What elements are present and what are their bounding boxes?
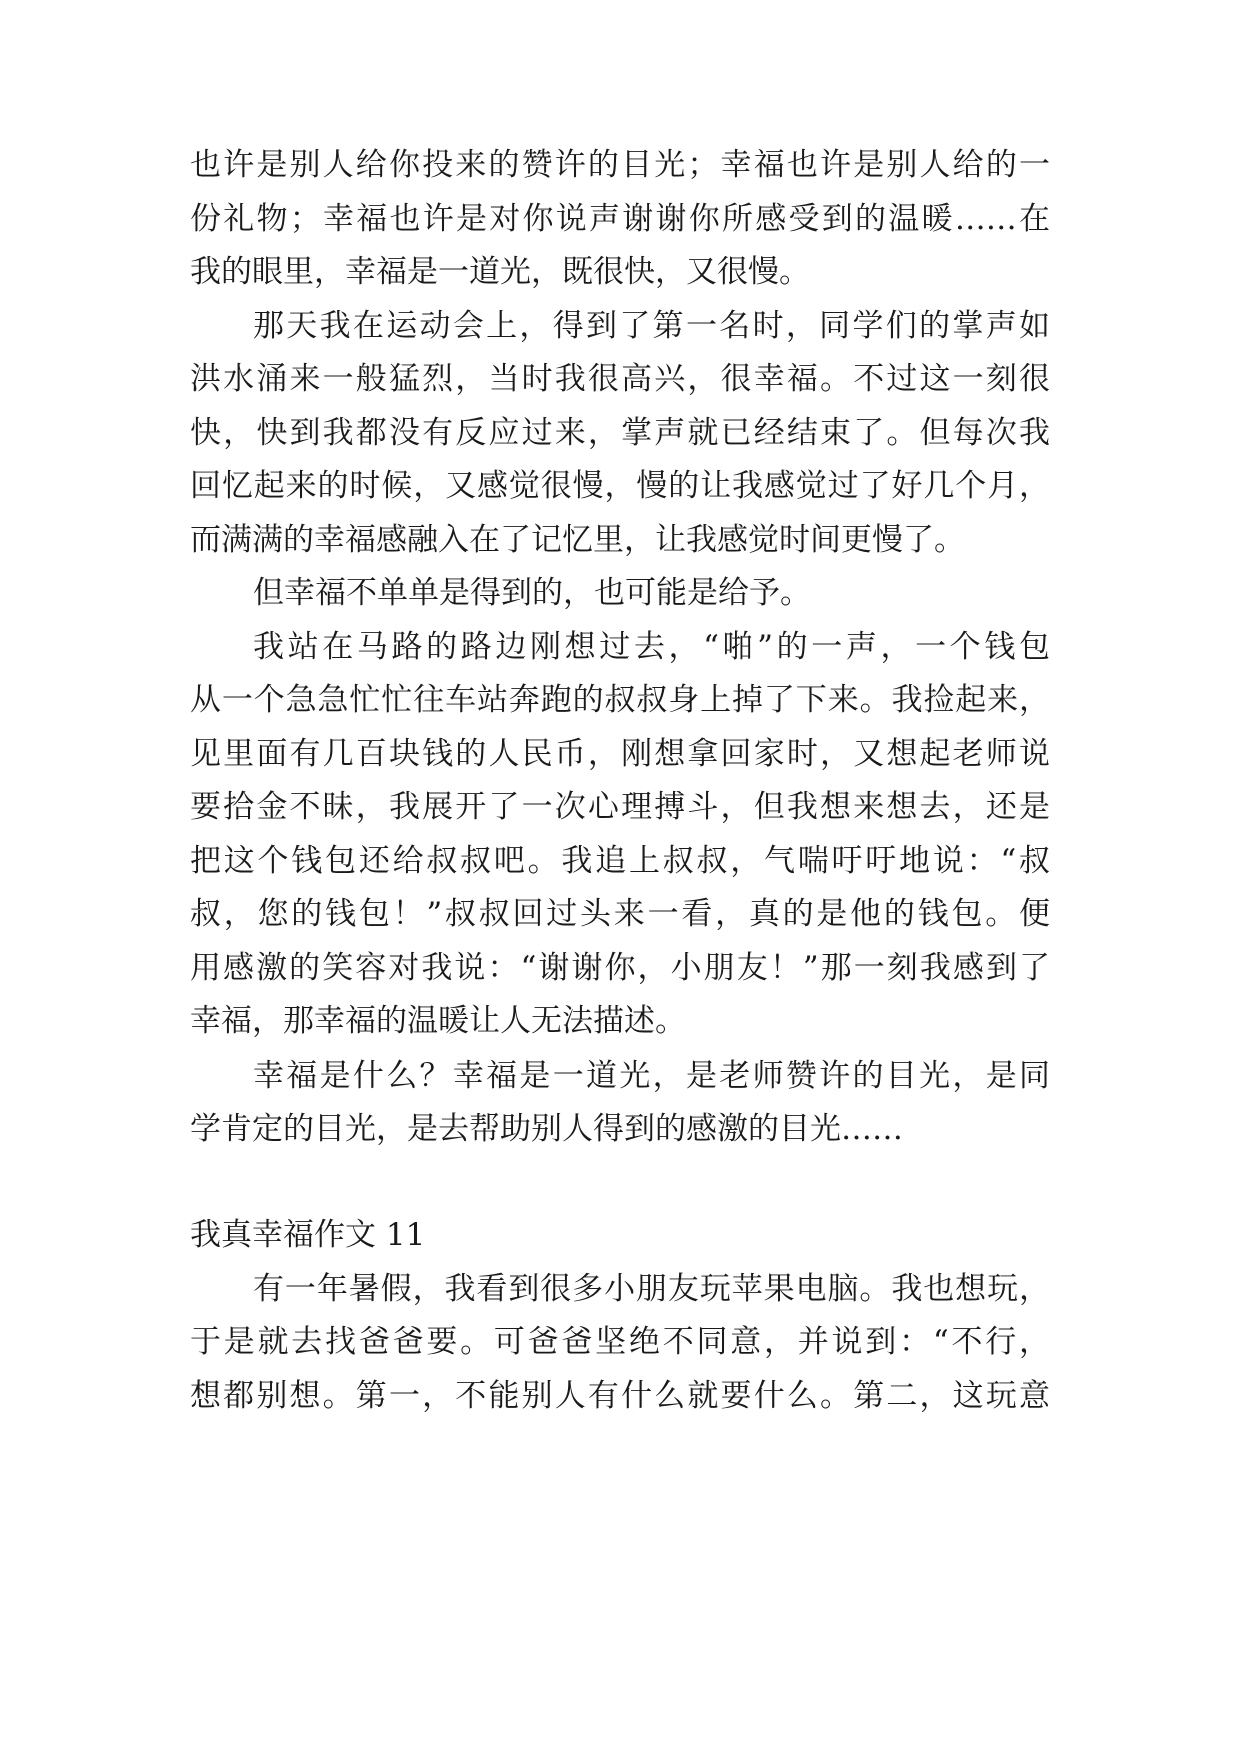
- paragraph-line: 回忆起来的时候，又感觉很慢，慢的让我感觉过了好几个月，: [190, 468, 1050, 504]
- paragraph-line: 也许是别人给你投来的赞许的目光；幸福也许是别人给的一: [190, 147, 1050, 183]
- paragraph-line: 从一个急急忙忙往车站奔跑的叔叔身上掉了下来。我捡起来，: [190, 682, 1050, 718]
- paragraph-line: 学肯定的目光，是去帮助别人得到的感激的目光……: [190, 1111, 903, 1147]
- paragraph-line: 见里面有几百块钱的人民币，刚想拿回家时，又想起老师说: [190, 736, 1050, 772]
- paragraph-line: 幸福，那幸福的温暖让人无法描述。: [190, 1003, 686, 1039]
- paragraph-line: 份礼物；幸福也许是对你说声谢谢你所感受到的温暖……在: [190, 201, 1050, 237]
- paragraph-line: 用感激的笑容对我说：“谢谢你，小朋友！”那一刻我感到了: [190, 950, 1050, 986]
- paragraph-line: 但幸福不单单是得到的，也可能是给予。: [253, 575, 811, 611]
- paragraph-line: 那天我在运动会上，得到了第一名时，同学们的掌声如: [253, 308, 1050, 344]
- paragraph-line: 想都别想。第一，不能别人有什么就要什么。第二，这玩意: [190, 1378, 1050, 1414]
- section-heading: 我真幸福作文 11: [190, 1217, 426, 1253]
- paragraph-line: 洪水涌来一般猛烈，当时我很高兴，很幸福。不过这一刻很: [190, 361, 1050, 397]
- paragraph-line: 而满满的幸福感融入在了记忆里，让我感觉时间更慢了。: [190, 522, 965, 558]
- paragraph-line: 有一年暑假，我看到很多小朋友玩苹果电脑。我也想玩，: [253, 1271, 1050, 1307]
- paragraph-line: 我站在马路的路边刚想过去，“啪”的一声，一个钱包: [253, 629, 1050, 665]
- paragraph-line: 叔，您的钱包！”叔叔回过头来一看，真的是他的钱包。便: [190, 896, 1050, 932]
- paragraph-line: 快，快到我都没有反应过来，掌声就已经结束了。但每次我: [190, 415, 1050, 451]
- paragraph-line: 我的眼里，幸福是一道光，既很快，又很慢。: [190, 254, 810, 290]
- paragraph-line: 幸福是什么？幸福是一道光，是老师赞许的目光，是同: [253, 1058, 1050, 1094]
- paragraph-line: 于是就去找爸爸要。可爸爸坚绝不同意，并说到：“不行，: [190, 1324, 1050, 1360]
- paragraph-line: 要拾金不昧，我展开了一次心理搏斗，但我想来想去，还是: [190, 789, 1050, 825]
- paragraph-line: 把这个钱包还给叔叔吧。我追上叔叔，气喘吁吁地说：“叔: [190, 843, 1050, 879]
